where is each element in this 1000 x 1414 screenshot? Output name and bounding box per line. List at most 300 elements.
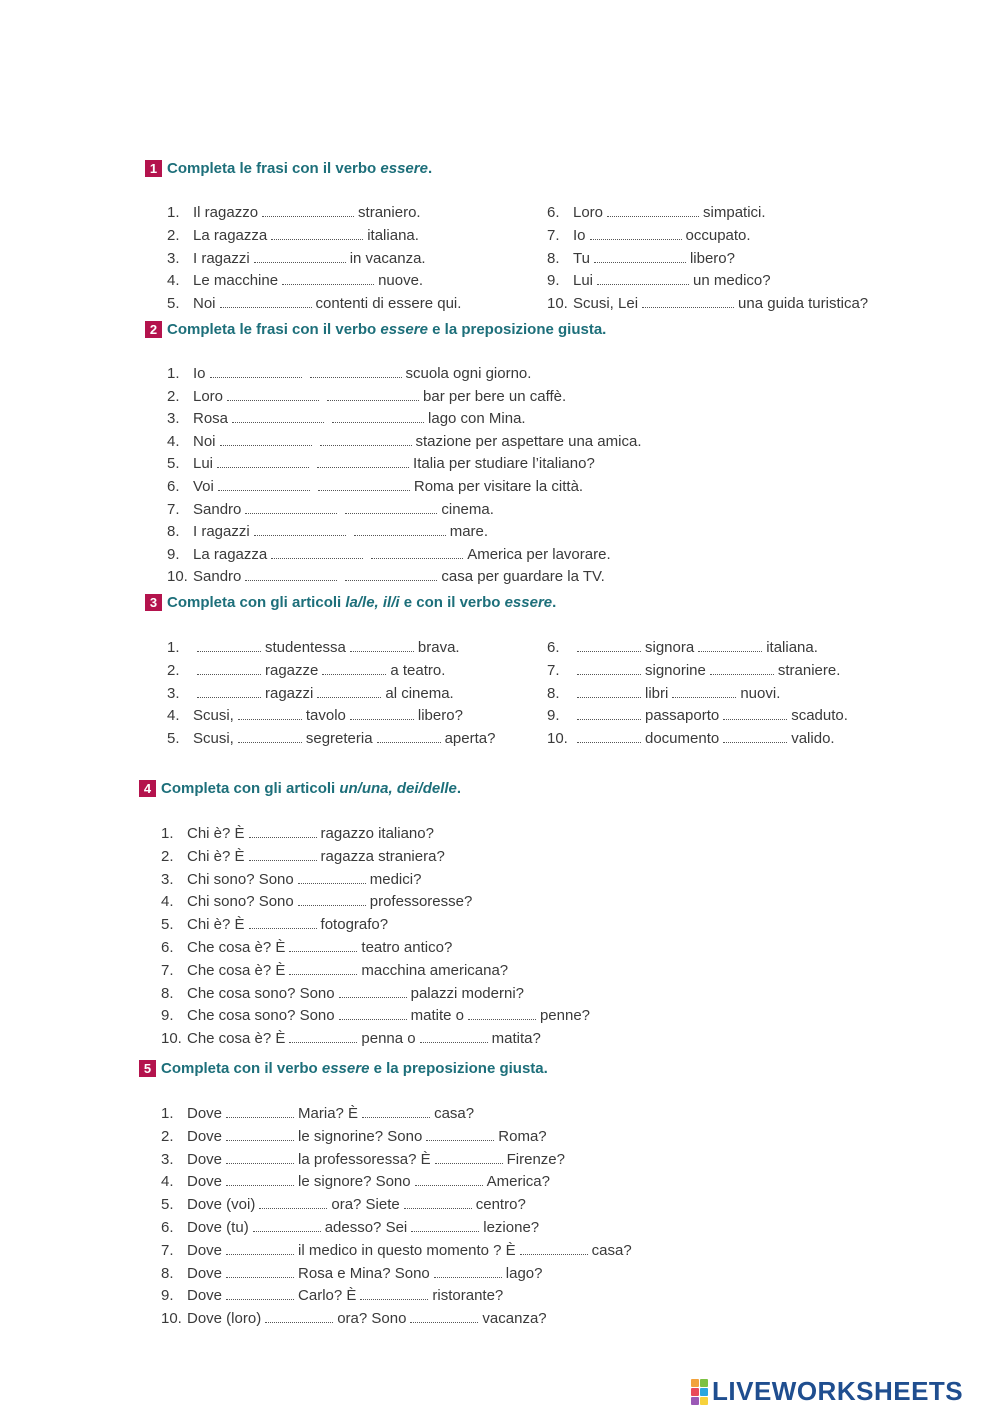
item-text: le signore? Sono xyxy=(298,1173,411,1191)
list-item xyxy=(161,1265,542,1282)
item-text: medici? xyxy=(369,870,422,888)
item-text: straniero. xyxy=(358,204,421,221)
item-text: Chi è? È xyxy=(187,847,245,865)
answer-blank[interactable] xyxy=(468,1008,536,1020)
item-text: penne? xyxy=(539,1007,591,1025)
item-text: straniere. xyxy=(777,661,841,679)
item-text: scuola ogni giorno. xyxy=(405,365,532,382)
list-item xyxy=(167,546,611,563)
item-text: Maria? È xyxy=(298,1105,359,1122)
answer-blank[interactable] xyxy=(577,663,641,675)
answer-blank[interactable] xyxy=(318,479,410,491)
list-item xyxy=(161,1219,539,1236)
item-text: vacanza? xyxy=(482,1310,547,1328)
item-text: Loro xyxy=(193,387,224,405)
item-number: 8. xyxy=(161,984,174,1002)
answer-blank[interactable] xyxy=(298,894,366,906)
item-number: 7. xyxy=(547,661,560,679)
item-text: Chi sono? Sono xyxy=(187,893,294,911)
item-number: 7. xyxy=(167,500,180,518)
answer-blank[interactable] xyxy=(298,872,366,884)
item-number: 6. xyxy=(167,478,180,495)
list-item xyxy=(167,433,641,450)
item-number: 1. xyxy=(167,365,180,382)
item-text: brava. xyxy=(417,639,460,656)
item-text: Noi xyxy=(193,432,216,450)
answer-blank[interactable] xyxy=(289,940,357,952)
item-number: 6. xyxy=(161,1219,174,1236)
answer-blank[interactable] xyxy=(607,205,699,217)
item-number: 4. xyxy=(161,893,174,911)
answer-blank[interactable] xyxy=(345,502,437,514)
item-number: 5. xyxy=(161,916,174,934)
exercise-1-title: 1 Completa le frasi con il verbo essere. xyxy=(145,158,432,178)
item-text: documento xyxy=(645,730,720,748)
answer-blank[interactable] xyxy=(642,296,734,308)
item-number: 7. xyxy=(161,961,174,979)
exercise-number-badge: 3 xyxy=(145,594,162,611)
exercise-number-badge: 2 xyxy=(145,321,162,338)
list-item xyxy=(167,639,460,656)
item-text: Scusi, xyxy=(193,730,234,748)
item-text: Italia per studiare l’italiano? xyxy=(413,455,595,473)
answer-blank[interactable] xyxy=(723,708,787,720)
item-number: 1. xyxy=(161,825,174,842)
item-number: 2. xyxy=(161,1127,174,1145)
item-text: Io xyxy=(193,365,206,382)
exercise-number-badge: 4 xyxy=(139,780,156,797)
answer-blank[interactable] xyxy=(271,547,363,559)
item-number: 7. xyxy=(161,1241,174,1259)
answer-blank[interactable] xyxy=(332,411,424,423)
item-text: ragazze xyxy=(265,661,319,679)
item-number: 10. xyxy=(547,295,568,313)
answer-blank[interactable] xyxy=(362,1106,430,1118)
item-text: la professoressa? È xyxy=(298,1150,431,1168)
item-text: Lui xyxy=(193,455,214,473)
item-number: 3. xyxy=(167,684,180,702)
exercise-1 xyxy=(145,158,869,313)
item-text: passaporto xyxy=(645,707,720,725)
list-item xyxy=(167,478,583,495)
item-text: Dove xyxy=(187,1241,223,1259)
item-text: al cinema. xyxy=(385,684,454,702)
list-item xyxy=(161,1173,550,1190)
answer-blank[interactable] xyxy=(254,251,346,263)
item-number: 5. xyxy=(161,1196,174,1214)
item-text: I ragazzi xyxy=(193,523,250,541)
answer-blank[interactable] xyxy=(434,1266,502,1278)
exercise-number-badge: 5 xyxy=(139,1060,156,1077)
item-text: contenti di essere qui. xyxy=(315,295,462,313)
item-text: italiana. xyxy=(766,639,818,656)
item-text: Tu xyxy=(573,249,590,267)
item-text: lezione? xyxy=(483,1219,540,1236)
item-text: libri xyxy=(645,684,669,702)
list-item xyxy=(547,662,840,679)
item-text: Dove xyxy=(187,1287,223,1305)
item-number: 4. xyxy=(167,707,180,725)
answer-blank[interactable] xyxy=(317,456,409,468)
item-number: 8. xyxy=(167,523,180,541)
item-text: aperta? xyxy=(444,730,496,748)
logo-tile xyxy=(691,1388,699,1396)
item-number: 10. xyxy=(547,730,568,748)
list-item xyxy=(161,893,472,910)
logo-tile xyxy=(700,1397,708,1405)
item-text: ora? Sono xyxy=(337,1310,407,1328)
item-number: 4. xyxy=(167,432,180,450)
list-item xyxy=(161,962,508,979)
item-number: 6. xyxy=(547,639,560,656)
answer-blank[interactable] xyxy=(360,1288,428,1300)
list-item xyxy=(161,1128,547,1145)
item-text: signorine xyxy=(645,661,706,679)
answer-blank[interactable] xyxy=(410,1311,478,1323)
item-text: Dove xyxy=(187,1173,223,1191)
item-text: ragazzo italiano? xyxy=(320,825,434,842)
item-number: 2. xyxy=(167,661,180,679)
list-item xyxy=(161,825,434,842)
item-text: Firenze? xyxy=(506,1150,565,1168)
item-text: macchina americana? xyxy=(361,961,509,979)
item-text: matite o xyxy=(410,1007,464,1025)
item-text: casa? xyxy=(434,1105,475,1122)
item-number: 10. xyxy=(167,568,188,586)
item-text: Chi sono? Sono xyxy=(187,870,294,888)
answer-blank[interactable] xyxy=(218,479,310,491)
item-text: Roma per visitare la città. xyxy=(413,478,584,495)
item-number: 8. xyxy=(161,1264,174,1282)
item-text: Lui xyxy=(573,272,594,290)
item-text: professoresse? xyxy=(369,893,473,911)
item-text: Chi è? È xyxy=(187,916,245,934)
item-number: 4. xyxy=(161,1173,174,1191)
logo-tile xyxy=(700,1379,708,1387)
item-number: 5. xyxy=(167,455,180,473)
list-item xyxy=(167,685,454,702)
answer-blank[interactable] xyxy=(426,1129,494,1141)
answer-blank[interactable] xyxy=(271,228,363,240)
answer-blank[interactable] xyxy=(520,1243,588,1255)
item-text: ragazza straniera? xyxy=(320,847,445,865)
item-number: 4. xyxy=(167,272,180,290)
item-number: 2. xyxy=(167,226,180,244)
item-text: nuove. xyxy=(378,272,424,290)
item-number: 3. xyxy=(161,870,174,888)
item-text: simpatici. xyxy=(703,204,766,221)
answer-blank[interactable] xyxy=(226,1243,294,1255)
answer-blank[interactable] xyxy=(710,663,774,675)
answer-blank[interactable] xyxy=(420,1031,488,1043)
answer-blank[interactable] xyxy=(245,502,337,514)
item-number: 9. xyxy=(161,1007,174,1025)
exercise-3-title: 3 Completa con gli articoli la/le, il/i e con il verbo essere. xyxy=(145,592,556,612)
answer-blank[interactable] xyxy=(698,640,762,652)
item-text: una guida turistica? xyxy=(738,295,869,313)
item-text: La ragazza xyxy=(193,545,268,563)
answer-blank[interactable] xyxy=(377,731,441,743)
item-text: bar per bere un caffè. xyxy=(423,387,567,405)
list-item xyxy=(161,1105,474,1122)
list-item xyxy=(547,227,751,244)
item-number: 10. xyxy=(161,1030,182,1048)
item-text: libero? xyxy=(417,707,463,725)
answer-blank[interactable] xyxy=(262,205,354,217)
item-text: Scusi, Lei xyxy=(573,295,639,313)
answer-blank[interactable] xyxy=(249,849,317,861)
item-text: un medico? xyxy=(693,272,771,290)
logo-tile xyxy=(700,1388,708,1396)
list-item xyxy=(161,1287,503,1304)
item-text: mare. xyxy=(449,523,489,541)
item-number: 9. xyxy=(547,707,560,725)
logo-tile xyxy=(691,1379,699,1387)
answer-blank[interactable] xyxy=(197,663,261,675)
list-item xyxy=(161,916,388,933)
item-text: in vacanza. xyxy=(349,249,426,267)
answer-blank[interactable] xyxy=(197,640,261,652)
item-text: occupato. xyxy=(685,226,751,244)
exercise-5-title: 5 Completa con il verbo essere e la preposizione giusta. xyxy=(139,1058,548,1078)
list-item xyxy=(167,365,531,382)
item-text: ora? Siete xyxy=(331,1196,400,1214)
answer-blank[interactable] xyxy=(227,389,319,401)
list-item xyxy=(167,707,463,724)
list-item xyxy=(547,250,735,267)
answer-blank[interactable] xyxy=(577,708,641,720)
list-item xyxy=(161,871,421,888)
answer-blank[interactable] xyxy=(322,663,386,675)
item-number: 6. xyxy=(547,204,560,221)
item-text: Dove xyxy=(187,1127,223,1145)
answer-blank[interactable] xyxy=(672,686,736,698)
answer-blank[interactable] xyxy=(245,569,337,581)
item-number: 9. xyxy=(547,272,560,290)
answer-blank[interactable] xyxy=(265,1311,333,1323)
item-text: Rosa e Mina? Sono xyxy=(298,1264,430,1282)
item-text: fotografo? xyxy=(320,916,389,934)
item-text: ragazzi xyxy=(265,684,314,702)
item-text: Dove xyxy=(187,1105,223,1122)
item-text: matita? xyxy=(491,1030,541,1048)
exercise-4-title: 4 Completa con gli articoli un/una, dei/delle. xyxy=(139,778,461,798)
answer-blank[interactable] xyxy=(253,1220,321,1232)
item-text: casa per guardare la TV. xyxy=(441,568,605,586)
item-text: I ragazzi xyxy=(193,249,250,267)
item-text: Che cosa è? È xyxy=(187,1030,286,1048)
answer-blank[interactable] xyxy=(345,569,437,581)
item-text: Dove xyxy=(187,1264,223,1282)
item-number: 3. xyxy=(167,410,180,428)
item-text: Che cosa sono? Sono xyxy=(187,1007,335,1025)
item-number: 1. xyxy=(161,1105,174,1122)
item-text: Voi xyxy=(193,478,214,495)
item-text: Io xyxy=(573,226,586,244)
list-item xyxy=(161,1310,547,1327)
list-item xyxy=(547,295,868,312)
answer-blank[interactable] xyxy=(232,411,324,423)
item-text: La ragazza xyxy=(193,226,268,244)
item-text: Che cosa è? È xyxy=(187,961,286,979)
item-text: centro? xyxy=(475,1196,526,1214)
item-text: cinema. xyxy=(441,500,494,518)
list-item xyxy=(167,227,419,244)
item-text: ristorante? xyxy=(432,1287,504,1305)
list-item xyxy=(547,707,848,724)
list-item xyxy=(167,455,595,472)
answer-blank[interactable] xyxy=(577,731,641,743)
answer-blank[interactable] xyxy=(411,1220,479,1232)
list-item xyxy=(167,388,566,405)
item-text: tavolo xyxy=(305,707,346,725)
item-text: Roma? xyxy=(498,1127,547,1145)
answer-blank[interactable] xyxy=(354,524,446,536)
item-text: Dove (tu) xyxy=(187,1219,249,1236)
exercise-2-title: 2 Completa le frasi con il verbo essere e la preposizione giusta. xyxy=(145,319,606,339)
item-text: Dove (voi) xyxy=(187,1196,256,1214)
answer-blank[interactable] xyxy=(226,1129,294,1141)
exercise-2 xyxy=(145,319,642,586)
item-number: 9. xyxy=(161,1287,174,1305)
item-text: libero? xyxy=(689,249,735,267)
answer-blank[interactable] xyxy=(238,731,302,743)
answer-blank[interactable] xyxy=(220,296,312,308)
answer-blank[interactable] xyxy=(249,826,317,838)
logo-icon xyxy=(691,1379,708,1405)
answer-blank[interactable] xyxy=(339,986,407,998)
item-text: teatro antico? xyxy=(361,939,453,956)
answer-blank[interactable] xyxy=(238,708,302,720)
answer-blank[interactable] xyxy=(254,524,346,536)
item-text: Chi è? È xyxy=(187,825,245,842)
answer-blank[interactable] xyxy=(210,366,302,378)
item-text: Carlo? È xyxy=(298,1287,357,1305)
item-number: 1. xyxy=(167,204,180,221)
list-item xyxy=(167,250,426,267)
item-number: 1. xyxy=(167,639,180,656)
answer-blank[interactable] xyxy=(320,434,412,446)
exercise-4 xyxy=(139,778,591,1048)
answer-blank[interactable] xyxy=(289,963,357,975)
item-text: segreteria xyxy=(305,730,373,748)
item-text: le signorine? Sono xyxy=(298,1127,423,1145)
answer-blank[interactable] xyxy=(577,640,641,652)
answer-blank[interactable] xyxy=(226,1266,294,1278)
item-text: Rosa xyxy=(193,410,229,428)
answer-blank[interactable] xyxy=(226,1106,294,1118)
list-item xyxy=(547,272,771,289)
list-item xyxy=(167,501,494,518)
item-number: 3. xyxy=(167,249,180,267)
list-item xyxy=(167,272,423,289)
item-text: lago con Mina. xyxy=(428,410,526,428)
answer-blank[interactable] xyxy=(590,228,682,240)
item-text: nuovi. xyxy=(740,684,781,702)
answer-blank[interactable] xyxy=(597,273,689,285)
answer-blank[interactable] xyxy=(282,273,374,285)
list-item xyxy=(547,685,780,702)
answer-blank[interactable] xyxy=(404,1197,472,1209)
item-number: 8. xyxy=(547,684,560,702)
item-text: Le macchine xyxy=(193,272,279,290)
item-text: Loro xyxy=(573,204,604,221)
item-text: valido. xyxy=(791,730,835,748)
item-text: il medico in questo momento ? È xyxy=(298,1241,516,1259)
liveworksheets-logo: LIVEWORKSHEETS xyxy=(691,1376,963,1407)
list-item xyxy=(167,410,526,427)
item-number: 5. xyxy=(167,295,180,313)
answer-blank[interactable] xyxy=(289,1031,357,1043)
item-text: America? xyxy=(486,1173,550,1191)
list-item xyxy=(547,639,818,656)
list-item xyxy=(167,523,488,540)
item-text: casa? xyxy=(591,1241,632,1259)
item-number: 9. xyxy=(167,545,180,563)
answer-blank[interactable] xyxy=(217,456,309,468)
item-number: 2. xyxy=(161,847,174,865)
item-number: 7. xyxy=(547,226,560,244)
item-text: penna o xyxy=(361,1030,416,1048)
answer-blank[interactable] xyxy=(259,1197,327,1209)
answer-blank[interactable] xyxy=(415,1174,483,1186)
list-item xyxy=(161,848,445,865)
answer-blank[interactable] xyxy=(339,1008,407,1020)
exercise-number-badge: 1 xyxy=(145,160,162,177)
list-item xyxy=(161,1151,565,1168)
list-item xyxy=(167,568,605,585)
answer-blank[interactable] xyxy=(317,686,381,698)
item-text: Dove (loro) xyxy=(187,1310,262,1328)
exercise-3 xyxy=(145,592,848,748)
list-item xyxy=(161,939,452,956)
answer-blank[interactable] xyxy=(226,1288,294,1300)
item-text: scaduto. xyxy=(791,707,848,725)
item-text: Noi xyxy=(193,295,216,313)
list-item xyxy=(161,985,524,1002)
answer-blank[interactable] xyxy=(226,1152,294,1164)
answer-blank[interactable] xyxy=(226,1174,294,1186)
list-item xyxy=(161,1030,541,1047)
item-text: a teatro. xyxy=(390,661,446,679)
item-text: lago? xyxy=(505,1264,543,1282)
exercise-5 xyxy=(139,1058,632,1328)
item-text: Il ragazzo xyxy=(193,204,259,221)
item-text: adesso? Sei xyxy=(324,1219,408,1236)
logo-tile xyxy=(691,1397,699,1405)
answer-blank[interactable] xyxy=(220,434,312,446)
item-text: signora xyxy=(645,639,695,656)
list-item xyxy=(161,1196,526,1213)
item-text: italiana. xyxy=(367,226,419,244)
answer-blank[interactable] xyxy=(327,389,419,401)
list-item xyxy=(161,1007,590,1024)
answer-blank[interactable] xyxy=(197,686,261,698)
answer-blank[interactable] xyxy=(310,366,402,378)
answer-blank[interactable] xyxy=(577,686,641,698)
answer-blank[interactable] xyxy=(371,547,463,559)
item-text: stazione per aspettare una amica. xyxy=(415,432,642,450)
answer-blank[interactable] xyxy=(435,1152,503,1164)
answer-blank[interactable] xyxy=(594,251,686,263)
answer-blank[interactable] xyxy=(723,731,787,743)
list-item xyxy=(547,204,766,221)
answer-blank[interactable] xyxy=(350,708,414,720)
list-item xyxy=(547,730,835,747)
answer-blank[interactable] xyxy=(350,640,414,652)
item-text: Sandro xyxy=(193,500,242,518)
answer-blank[interactable] xyxy=(249,917,317,929)
